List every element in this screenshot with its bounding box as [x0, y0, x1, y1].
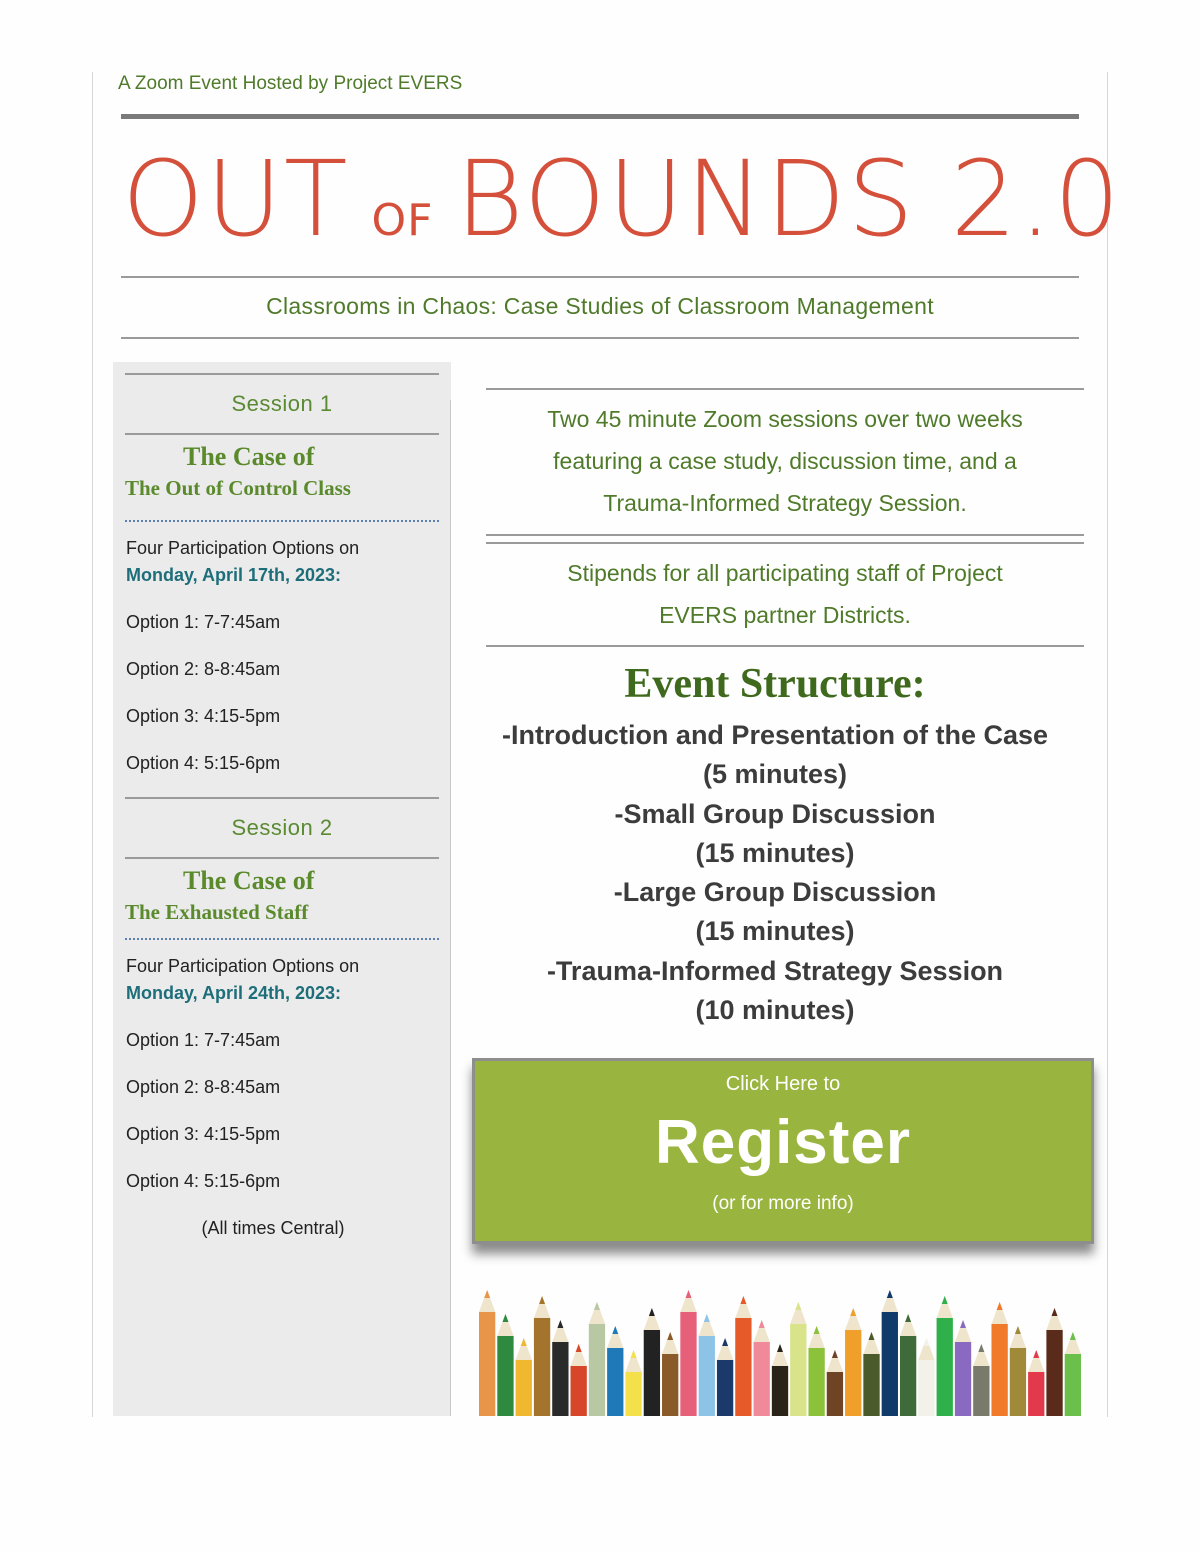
structure-line: -Introduction and Presentation of the Case	[501, 720, 1049, 750]
pencil-body	[644, 1330, 660, 1416]
sessions-summary	[486, 398, 1084, 524]
pencil-body	[772, 1366, 788, 1416]
pencil-body	[516, 1360, 532, 1416]
session-2-date: Monday, April 24th, 2023:	[126, 983, 342, 1003]
pencil-body	[808, 1348, 824, 1416]
register-pre-text: Click Here to	[725, 1073, 841, 1095]
pencil-body	[790, 1324, 806, 1416]
info-rule	[486, 534, 1084, 536]
pencil-body	[937, 1318, 953, 1416]
page-border-right	[1107, 72, 1108, 1417]
sessions-sidebar	[113, 362, 451, 1416]
pencil-lead	[1052, 1308, 1058, 1316]
pencil-body	[918, 1360, 934, 1416]
structure-line: (15 minutes)	[695, 916, 855, 947]
pencil-lead	[960, 1320, 966, 1328]
session-2-option: Option 1: 7-7:45am	[126, 1030, 281, 1050]
header-rule	[121, 114, 1079, 119]
pencil-lead	[850, 1308, 856, 1316]
event-structure-title: Event Structure:	[624, 661, 926, 707]
pencil-lead	[612, 1326, 618, 1334]
session-1-label: Session 1	[231, 391, 333, 416]
pencil-lead	[1033, 1350, 1039, 1358]
pencil-lead	[704, 1314, 710, 1322]
pencil-body	[625, 1372, 641, 1416]
session-1-option: Option 4: 5:15-6pm	[126, 753, 281, 773]
column-divider	[450, 400, 451, 1416]
pencil-body	[827, 1372, 843, 1416]
pencil-body	[973, 1366, 989, 1416]
pencil-body	[955, 1342, 971, 1416]
page-border-left	[92, 72, 93, 1417]
session-2-intro	[126, 953, 359, 1007]
pencil-body	[845, 1330, 861, 1416]
pencil-body	[552, 1342, 568, 1416]
stipend-line: EVERS partner Districts.	[659, 602, 911, 628]
pencil-body	[662, 1354, 678, 1416]
pencil-lead	[740, 1296, 746, 1304]
case-heading: The Case of	[183, 442, 315, 471]
pencil-lead	[978, 1344, 984, 1352]
options-intro-text: Four Participation Options on	[126, 956, 360, 976]
session-2-case	[125, 866, 314, 925]
summary-line: Two 45 minute Zoom sessions over two weeks	[547, 406, 1023, 432]
pencil-lead	[759, 1320, 765, 1328]
info-rule	[486, 388, 1084, 390]
pencil-body	[900, 1336, 916, 1416]
pencil-lead	[942, 1296, 948, 1304]
pencil-body	[717, 1360, 733, 1416]
pencil-lead	[557, 1320, 563, 1328]
subtitle-rule-top	[121, 276, 1079, 278]
session-1-intro	[126, 535, 359, 589]
case-name: The Out of Control Class	[125, 476, 351, 500]
pencil-lead	[539, 1296, 545, 1304]
structure-line: (15 minutes)	[695, 837, 855, 868]
pencil-body	[863, 1354, 879, 1416]
pencil-lead	[923, 1338, 929, 1346]
pencil-lead	[631, 1350, 637, 1358]
structure-line: -Small Group Discussion	[614, 798, 936, 829]
session-2-option: Option 3: 4:15-5pm	[126, 1124, 281, 1144]
case-name: The Exhausted Staff	[125, 900, 309, 924]
session-2-label: Session 2	[231, 815, 333, 840]
session-2-option: Option 2: 8-8:45am	[126, 1077, 281, 1097]
pencil-body	[680, 1312, 696, 1416]
pencil-lead	[667, 1332, 673, 1340]
pencil-body	[589, 1324, 605, 1416]
info-rule	[486, 542, 1084, 544]
pencil-lead	[649, 1308, 655, 1316]
pencil-lead	[832, 1350, 838, 1358]
session-1-option: Option 3: 4:15-5pm	[126, 706, 281, 726]
pencil-lead	[521, 1338, 527, 1346]
divider	[125, 373, 439, 375]
pencil-lead	[576, 1344, 582, 1352]
structure-line: -Large Group Discussion	[613, 877, 937, 908]
session-1-date: Monday, April 17th, 2023:	[126, 565, 342, 585]
colored-pencils-illustration	[478, 1270, 1082, 1416]
register-button[interactable]	[472, 1058, 1094, 1244]
structure-line: (5 minutes)	[702, 759, 848, 790]
event-title	[122, 138, 1123, 260]
host-line: A Zoom Event Hosted by Project EVERS	[118, 73, 463, 94]
pencil-body	[1028, 1372, 1044, 1416]
pencil-body	[479, 1312, 495, 1416]
session-2-option: Option 4: 5:15-6pm	[126, 1171, 281, 1191]
pencil-lead	[814, 1326, 820, 1334]
subtitle-rule-bottom	[121, 337, 1079, 339]
pencil-lead	[1070, 1332, 1076, 1340]
timezone-note: (All times Central)	[201, 1218, 345, 1238]
case-heading: The Case of	[183, 866, 315, 895]
pencil-body	[571, 1366, 587, 1416]
pencil-lead	[795, 1302, 801, 1310]
summary-line: Trauma-Informed Strategy Session.	[603, 490, 967, 516]
divider	[125, 433, 439, 435]
session-1-option: Option 2: 8-8:45am	[126, 659, 281, 679]
session-1-option: Option 1: 7-7:45am	[126, 612, 281, 632]
stipend-note	[486, 552, 1084, 636]
pencil-lead	[887, 1290, 893, 1298]
register-label: Register	[654, 1108, 912, 1177]
pencil-lead	[997, 1302, 1003, 1310]
pencil-lead	[722, 1338, 728, 1346]
dotted-divider	[125, 520, 439, 522]
pencil-body	[1046, 1330, 1062, 1416]
session-1-case	[125, 442, 351, 501]
pencil-lead	[869, 1332, 875, 1340]
pencil-body	[882, 1312, 898, 1416]
divider	[125, 797, 439, 799]
structure-line: (10 minutes)	[695, 995, 855, 1026]
stipend-line: Stipends for all participating staff of Project	[567, 560, 1003, 586]
pencil-body	[991, 1324, 1007, 1416]
pencil-lead	[594, 1302, 600, 1310]
title-bounds: BOUNDS 2.0	[455, 138, 1123, 260]
dotted-divider	[125, 938, 439, 940]
structure-line: -Trauma-Informed Strategy Session	[546, 955, 1004, 986]
pencil-lead	[1015, 1326, 1021, 1334]
info-rule	[486, 645, 1084, 647]
divider	[125, 857, 439, 859]
pencil-body	[699, 1336, 715, 1416]
pencil-body	[1065, 1354, 1081, 1416]
register-post-text: (or for more info)	[712, 1193, 854, 1214]
pencil-body	[534, 1318, 550, 1416]
pencil-body	[497, 1336, 513, 1416]
pencil-lead	[502, 1314, 508, 1322]
pencil-lead	[484, 1290, 490, 1298]
pencil-body	[754, 1342, 770, 1416]
pencil-body	[607, 1348, 623, 1416]
pencil-body	[735, 1318, 751, 1416]
pencil-lead	[685, 1290, 691, 1298]
summary-line: featuring a case study, discussion time, and a	[553, 448, 1017, 474]
pencil-lead	[905, 1314, 911, 1322]
pencil-lead	[777, 1344, 783, 1352]
title-of: OF	[371, 195, 434, 246]
pencil-body	[1010, 1348, 1026, 1416]
event-structure-list	[476, 716, 1074, 1030]
options-intro-text: Four Participation Options on	[126, 538, 360, 558]
title-out: OUT	[122, 138, 350, 260]
subtitle: Classrooms in Chaos: Case Studies of Classroom Management	[266, 293, 934, 319]
